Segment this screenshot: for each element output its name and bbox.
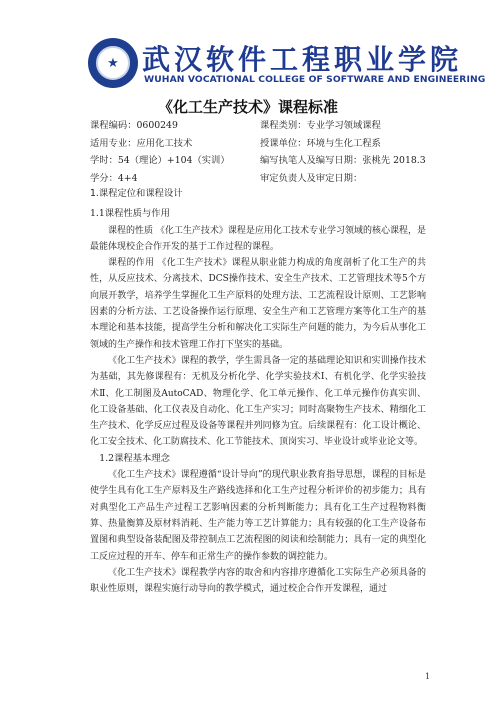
meta-row: [90, 170, 430, 188]
paragraph-content-principles: 《化工生产技术》课程教学内容的取舍和内容排序遵循化工实际生产必须具备的职业性原则，课程实施行动导向的教学模式，通过校企合作开发课程，通过: [90, 567, 426, 595]
school-name-en: WUHAN VOCATIONAL COLLEGE OF SOFTWARE AND ENGINEERING: [144, 74, 486, 85]
page-number: 1: [425, 672, 431, 681]
subsection-heading: 1.1课程性质与作用: [90, 208, 170, 220]
paragraph-prerequisites: 《化工生产技术》课程的教学，学生需具备一定的基础理论知识和实训操作技术为基础，其先修课程有：无机及分析化学、化学实验技术Ⅰ、有机化学、化学实验技术Ⅱ、化工制图及AutoCAD、物理化学、化工单元操作、化工单元操作仿真实训、化工设备基础、化工仪表及自动化、化工生产实习；同时高聚物生产技术、精细化工生产技术、化学反应过程及设备等课程并列同修为宜。后续课程有：化工设计概论、化工安全技术、化工防腐技术、化工节能技术、顶岗实习、毕业设计或毕业论文等。: [90, 355, 426, 448]
meta-hours: 学时：54（理论）+104（实训）: [90, 155, 230, 166]
meta-course-category: 课程类别：专业学习领域课程: [260, 120, 381, 131]
paragraph-course-role: 课程的作用 《化工生产技术》课程从职业能力构成的角度剖析了化工生产的共性，从反应技术、分离技术、DCS操作技术、安全生产技术、工艺管理技术等5个方向展开教学，培养学生掌握化工生产原料的处理方法、工艺流程设计原则、工艺影响因素的分析方法、工艺设备操作运行原理、安全生产和工艺管理方案等化工生产的基本理论和基本技能，提高学生分析和解决化工实际生产问题的能力，为今后从事化工领域的生产操作和技术管理工作打下坚实的基础。: [90, 258, 426, 350]
school-logo-icon: [88, 38, 138, 88]
document-title: 《化工生产技术》课程标准: [157, 98, 338, 116]
school-name-cn: 武汉软件工程职业学院: [142, 43, 463, 76]
meta-course-code: 课程编码：0600249: [90, 120, 178, 131]
subsection-heading: 1.2课程基本理念: [99, 452, 170, 464]
meta-row: [90, 117, 430, 135]
meta-row: [90, 135, 430, 153]
meta-major: 适用专业：应用化工技术: [90, 137, 193, 149]
document-body: [90, 186, 426, 597]
meta-department: 授课单位：环境与生化工程系: [260, 137, 381, 149]
page-header: [0, 34, 496, 98]
meta-author: 编写执笔人及编写日期：张桃先 2018.3: [260, 155, 426, 166]
course-meta: [90, 117, 430, 187]
meta-row: [90, 152, 430, 170]
meta-reviewer: 审定负责人及审定日期：: [260, 172, 363, 184]
paragraph-course-goals: 《化工生产技术》课程遵循“设计导向”的现代职业教育指导思想，课程的目标是使学生具有化工生产原料及生产路线选择和化工生产过程分析评价的初步能力；具有对典型化工产品生产过程工艺影响因素的分析判断能力；具有化工生产过程物料衡算、热量衡算及原材料消耗、生产能力等工艺计算能力；具有较强的化工生产设备布置图和典型设备装配图及带控制点工艺流程图的阅读和绘制能力；具有一定的典型化工反应过程的开车、停车和正常生产的操作参数的调控能力。: [90, 470, 426, 562]
meta-credits: 学分：4+4: [90, 172, 138, 184]
paragraph-course-nature: 课程的性质 《化工生产技术》课程是应用化工技术专业学习领域的核心课程，是最能体现校企合作开发的基于工作过程的课程。: [90, 225, 426, 252]
logo-emblem: ★: [96, 46, 130, 80]
section-heading: 1.课程定位和课程设计: [90, 188, 183, 199]
